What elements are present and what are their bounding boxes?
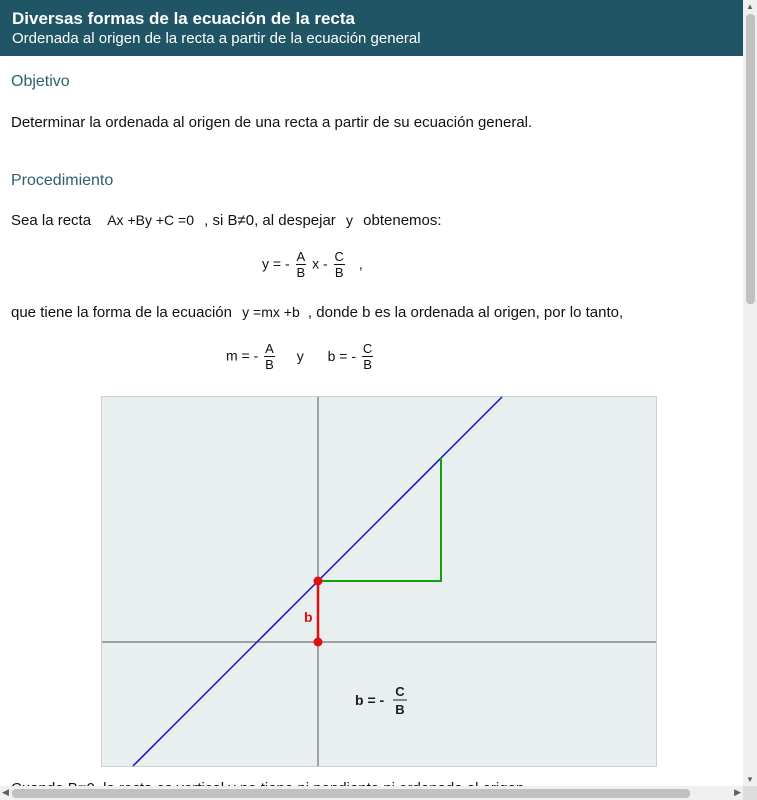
eq1-fraction-c-b: $\frac{C}{B}$ xyxy=(334,249,344,280)
page-header xyxy=(0,0,743,56)
line1-end: obtenemos: xyxy=(363,212,442,229)
graph-formula-num: C xyxy=(395,684,405,699)
procedimiento-line-1 xyxy=(11,212,442,229)
intercept-graph xyxy=(101,396,657,767)
intercept-point xyxy=(314,577,323,586)
eq1-lhs: y = - xyxy=(262,255,290,272)
page-subtitle: Ordenada al origen de la recta a partir de la ecuación general xyxy=(12,30,421,47)
slope-intercept-equation xyxy=(262,250,363,280)
procedimiento-heading: Procedimiento xyxy=(11,172,114,189)
m-and-b-equations xyxy=(226,342,375,372)
line1-variable: y xyxy=(345,212,353,228)
objetivo-heading: Objetivo xyxy=(11,73,70,90)
m-fraction: $\frac{A}{B}$ xyxy=(265,341,274,372)
origin-point xyxy=(314,638,323,647)
eq1-fraction-a-b: $\frac{A}{B}$ xyxy=(296,249,306,280)
line1-prefix: Sea la recta xyxy=(11,212,92,229)
m-lhs: m = - xyxy=(226,347,259,364)
scroll-left-icon[interactable]: ◀ xyxy=(2,787,9,797)
graph-formula-den: B xyxy=(395,702,405,717)
horizontal-scroll-thumb[interactable] xyxy=(12,789,690,798)
general-equation: Ax +By +C =0 xyxy=(107,212,194,228)
content-area xyxy=(0,56,743,786)
eq1-mid: x - xyxy=(312,255,328,272)
procedimiento-line-2 xyxy=(11,304,623,321)
vertical-scrollbar[interactable] xyxy=(743,0,757,786)
conjunction: y xyxy=(296,347,304,364)
b-lhs: b = - xyxy=(327,347,357,364)
b-fraction: $\frac{C}{B}$ xyxy=(362,341,373,372)
vertical-scroll-thumb[interactable] xyxy=(746,14,755,304)
b-label: b xyxy=(304,609,313,625)
horizontal-scrollbar[interactable] xyxy=(0,786,743,800)
scroll-down-icon[interactable]: ▼ xyxy=(746,775,754,784)
line2-suffix: , donde b es la ordenada al origen, por lo tanto, xyxy=(307,304,624,321)
graph-canvas xyxy=(102,397,656,766)
eq1-end: , xyxy=(358,255,363,272)
line2-prefix: que tiene la forma de la ecuación xyxy=(11,304,232,321)
slope-form-equation: y =mx +b xyxy=(242,304,300,320)
graph-formula-lhs: b = - xyxy=(355,692,385,708)
line1-suffix: , si B≠0, al despejar xyxy=(204,212,336,229)
page-title: Diversas formas de la ecuación de la recta xyxy=(12,9,356,28)
objetivo-text: Determinar la ordenada al origen de una recta a partir de su ecuación general. xyxy=(11,114,533,131)
scroll-right-icon[interactable]: ▶ xyxy=(734,787,741,797)
scroll-up-icon[interactable]: ▲ xyxy=(746,2,754,11)
scrollbar-corner xyxy=(743,786,757,800)
